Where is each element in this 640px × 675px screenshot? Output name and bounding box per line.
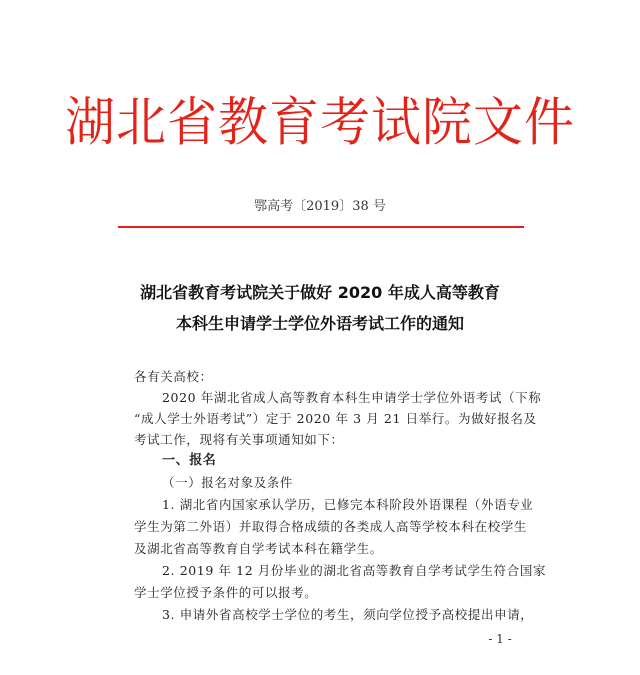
- item-1-line-2: 学生为第二外语）并取得合格成绩的各类成人高等学校本科在校学生: [134, 519, 528, 534]
- item-2-line-2: 学士学位授予条件的可以报考。: [134, 585, 318, 600]
- item-2-line-1: 2. 2019 年 12 月份毕业的湖北省高等教育自学考试学生符合国家: [162, 563, 547, 578]
- salutation: 各有关高校：: [134, 369, 213, 384]
- paragraph-1-line-3: 考试工作，现将有关事项通知如下：: [134, 432, 344, 447]
- document-header-title: 湖北省教育考试院文件: [65, 91, 575, 153]
- notice-title-line-2: 本科生申请学士学位外语考试工作的通知: [175, 314, 464, 333]
- subsection-heading-eligibility: （一）报名对象及条件: [162, 475, 294, 490]
- paragraph-1-line-1: 2020 年湖北省成人高等教育本科生申请学士学位外语考试（下称: [162, 390, 542, 405]
- notice-title-line-1: 湖北省教育考试院关于做好 2020 年成人高等教育: [140, 283, 500, 302]
- item-1-line-3: 及湖北省高等教育自学考试本科在籍学生。: [134, 541, 383, 556]
- red-divider-line: [118, 226, 524, 228]
- section-heading-registration: 一、报名: [162, 453, 217, 468]
- document-number: 鄂高考〔2019〕38 号: [254, 199, 386, 214]
- item-3-line-1: 3. 申请外省高校学士学位的考生，须向学位授予高校提出申请，: [162, 607, 534, 622]
- paragraph-1-line-2: “成人学士外语考试”）定于 2020 年 3 月 21 日举行。为做好报名及: [134, 411, 537, 426]
- item-1-line-1: 1. 湖北省内国家承认学历，已修完本科阶段外语课程（外语专业: [162, 497, 534, 512]
- page-number: - 1 -: [488, 632, 512, 646]
